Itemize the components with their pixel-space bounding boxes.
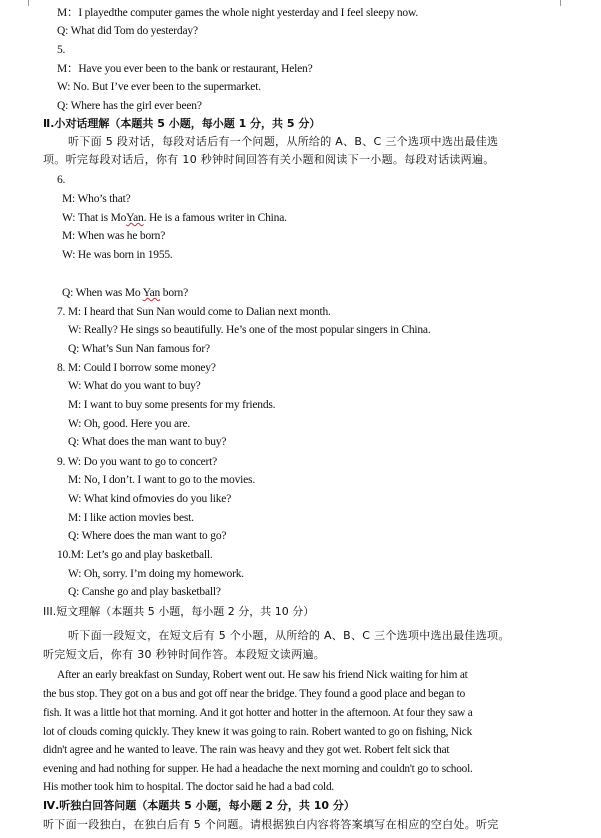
instruction-text: 听下面 5 段对话，每段对话后有一个问题，从所给的 A、B、C 三个选项中选出最佳选 bbox=[68, 135, 499, 148]
passage-line: After an early breakfast on Sunday, Robert went out. He saw his friend Nick waiting for him at bbox=[57, 669, 468, 681]
passage-line: didn't agree and he wanted to leave. The rain was heavy and they got wet. Robert felt sick that bbox=[43, 744, 450, 756]
passage-line: evening and had nothing for supper. He had a headache the next morning and couldn't go to school. bbox=[43, 763, 473, 775]
dialogue-line: 7. M: I heard that Sun Nan would come to Dalian next month. bbox=[57, 306, 331, 318]
dialogue-line: M: No, I don’t. I want to go to the movies. bbox=[68, 474, 255, 486]
dialogue-line: M: I like action movies best. bbox=[68, 512, 194, 524]
dialogue-line: W: Oh, good. Here you are. bbox=[68, 418, 191, 430]
dialogue-line: W: He was born in 1955. bbox=[62, 249, 173, 261]
instruction-text: 项。听完每段对话后，你有 10 秒钟时间回答有关小题和阅读下一小题。每段对话读两遍。 bbox=[43, 153, 495, 166]
page-corner-mark-left bbox=[28, 0, 37, 6]
dialogue-line: W: What kind ofmovies do you like? bbox=[68, 493, 232, 505]
dialogue-line: 9. W: Do you want to go to concert? bbox=[57, 456, 218, 468]
dialogue-line: M: When was he born? bbox=[62, 230, 166, 242]
passage-line: the bus stop. They got on a bus and got off near the bridge. They found a good place and began to bbox=[43, 688, 466, 700]
spellcheck-underlined-word: Yan bbox=[126, 212, 144, 224]
section-heading: Ⅳ.听独白回答问题（本题共 5 小题，每小题 2 分，共 10 分） bbox=[43, 799, 355, 812]
question-line: Q: What’s Sun Nan famous for? bbox=[68, 343, 210, 355]
dialogue-line: W: That is MoYan. He is a famous writer in China. bbox=[62, 212, 287, 224]
instruction-text: 听下面一段独白，在独白后有 5 个问题。请根据独白内容将答案填写在相应的空白处。听完 bbox=[43, 818, 499, 831]
dialogue-line: W: Really? He sings so beautifully. He’s one of the most popular singers in China. bbox=[68, 324, 431, 336]
question-line: Q: Where has the girl ever been? bbox=[57, 100, 202, 112]
dialogue-line: 10.M: Let’s go and play basketball. bbox=[57, 549, 213, 561]
question-line: Q: Canshe go and play basketball? bbox=[68, 586, 221, 598]
dialogue-line: M：I playedthe computer games the whole night yesterday and I feel sleepy now. bbox=[57, 7, 419, 19]
item-number: 6. bbox=[57, 174, 66, 186]
dialogue-line: 8. M: Could I borrow some money? bbox=[57, 362, 216, 374]
spellcheck-underlined-word: Yan bbox=[142, 287, 161, 299]
question-line: Q: What did Tom do yesterday? bbox=[57, 25, 198, 37]
instruction-text: 听完短文后，你有 30 秒钟时间作答。本段短文读两遍。 bbox=[43, 648, 326, 661]
page-corner-mark-right bbox=[552, 0, 561, 6]
section-heading: III.短文理解（本题共 5 小题，每小题 2 分，共 10 分） bbox=[43, 605, 315, 618]
question-line: Q: When was Mo Yan born? bbox=[62, 287, 188, 299]
dialogue-line: M: Who’s that? bbox=[62, 193, 131, 205]
dialogue-line: M: I want to buy some presents for my friends. bbox=[68, 399, 276, 411]
passage-line: His mother took him to hospital. The doctor said he had a bad cold. bbox=[43, 781, 335, 793]
item-number: 5. bbox=[57, 44, 66, 56]
section-heading: Ⅱ.小对话理解（本题共 5 小题，每小题 1 分，共 5 分） bbox=[43, 117, 321, 130]
dialogue-line: W: No. But I’ve ever been to the supermarket. bbox=[57, 81, 261, 93]
question-line: Q: Where does the man want to go? bbox=[68, 530, 227, 542]
passage-line: lot of clouds coming quickly. They knew it was going to rain. Robert wanted to go on fishing, Nick bbox=[43, 726, 473, 738]
dialogue-line: M：Have you ever been to the bank or restaurant, Helen? bbox=[57, 63, 313, 75]
question-line: Q: What does the man want to buy? bbox=[68, 436, 227, 448]
instruction-text: 听下面一段短文，在短文后有 5 个小题，从所给的 A、B、C 三个选项中选出最佳选项。 bbox=[68, 629, 510, 642]
dialogue-line: W: What do you want to buy? bbox=[68, 380, 201, 392]
dialogue-line: W: Oh, sorry. I’m doing my homework. bbox=[68, 568, 244, 580]
passage-line: fish. It was a little hot that morning. And it got hotter and hotter in the afternoon. At four they saw a bbox=[43, 707, 473, 719]
